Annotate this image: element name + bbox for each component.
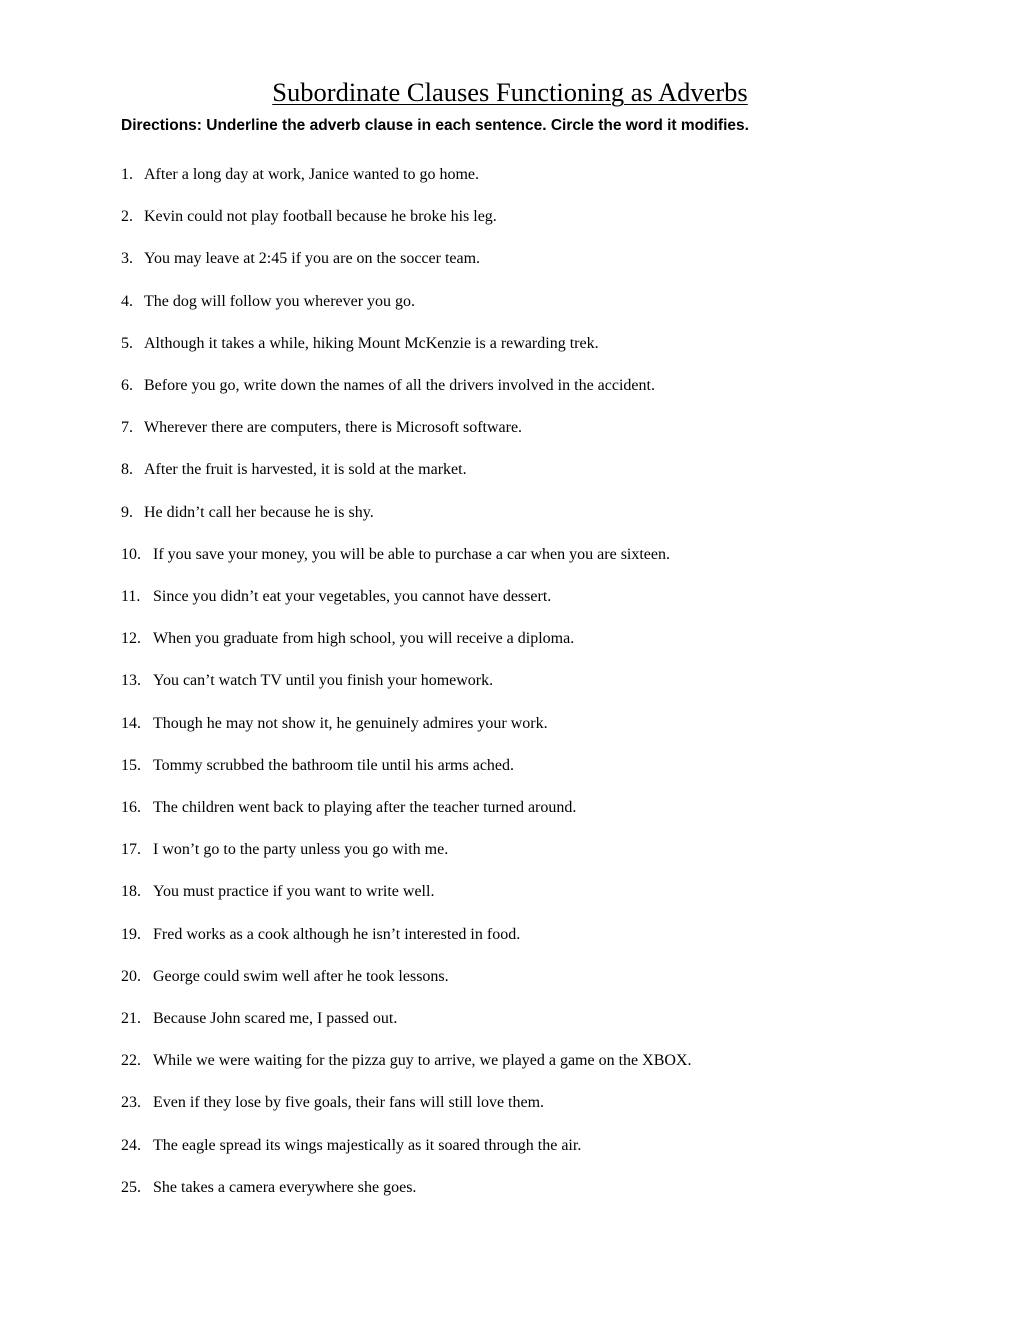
item-number: 4. xyxy=(121,292,133,310)
list-item xyxy=(121,460,1001,480)
list-item xyxy=(121,882,1001,902)
sentence-text: If you save your money, you will be able to purchase a car when you are sixteen. xyxy=(153,545,671,563)
list-item xyxy=(121,334,1001,354)
sentence-text: The children went back to playing after the teacher turned around. xyxy=(153,799,577,816)
list-item xyxy=(121,840,1001,860)
list-item xyxy=(121,249,1001,269)
item-number: 6. xyxy=(121,377,133,394)
item-number: 23. xyxy=(121,1094,141,1112)
item-number: 1. xyxy=(121,166,133,183)
sentence-text: Fred works as a cook although he isn’t interested in food. xyxy=(153,925,521,943)
item-number: 15. xyxy=(121,756,141,774)
item-number: 18. xyxy=(121,883,141,901)
sentence-text: After a long day at work, Janice wanted to go home. xyxy=(144,166,480,183)
sentence-text: While we were waiting for the pizza guy to arrive, we played a game on the XBOX. xyxy=(153,1052,692,1070)
item-number: 5. xyxy=(121,334,133,352)
list-item xyxy=(121,671,1001,691)
sentence-text: The eagle spread its wings majestically as it soared through the air. xyxy=(153,1136,582,1154)
list-item xyxy=(121,967,1001,987)
item-number: 21. xyxy=(121,1010,141,1027)
sentence-text: You may leave at 2:45 if you are on the soccer team. xyxy=(144,250,481,268)
list-item xyxy=(121,165,1001,185)
sentence-text: Kevin could not play football because he broke his leg. xyxy=(144,208,497,226)
item-number: 2. xyxy=(121,208,133,226)
item-number: 12. xyxy=(121,630,141,648)
sentence-text: I won’t go to the party unless you go with me. xyxy=(153,841,449,859)
list-item xyxy=(121,1178,1001,1198)
sentence-text: You must practice if you want to write well. xyxy=(153,883,435,901)
list-item xyxy=(121,1093,1001,1113)
list-item xyxy=(121,292,1001,312)
sentence-text: Since you didn’t eat your vegetables, you cannot have dessert. xyxy=(153,588,552,605)
list-item xyxy=(121,629,1001,649)
list-item xyxy=(121,503,1001,523)
sentence-text: Though he may not show it, he genuinely admires your work. xyxy=(153,714,548,732)
item-number: 19. xyxy=(121,925,141,943)
sentence-text: He didn’t call her because he is shy. xyxy=(144,503,374,521)
list-item xyxy=(121,798,1001,818)
list-item xyxy=(121,1051,1001,1071)
sentence-text: Although it takes a while, hiking Mount McKenzie is a rewarding trek. xyxy=(144,334,599,352)
list-item xyxy=(121,418,1001,438)
item-number: 17. xyxy=(121,841,141,859)
sentence-text: You can’t watch TV until you finish your homework. xyxy=(153,672,494,690)
sentence-text: Wherever there are computers, there is Microsoft software. xyxy=(144,419,523,437)
list-item xyxy=(121,587,1001,607)
sentence-text: When you graduate from high school, you will receive a diploma. xyxy=(153,630,575,648)
item-number: 7. xyxy=(121,419,133,437)
item-number: 13. xyxy=(121,672,141,690)
page-title: Subordinate Clauses Functioning as Adverbs xyxy=(272,77,748,107)
list-item xyxy=(121,756,1001,776)
list-item xyxy=(121,925,1001,945)
list-item xyxy=(121,545,1001,565)
list-item xyxy=(121,714,1001,734)
item-number: 9. xyxy=(121,503,133,521)
sentence-text: After the fruit is harvested, it is sold at the market. xyxy=(144,461,467,479)
item-number: 3. xyxy=(121,250,133,268)
sentence-text: George could swim well after he took lessons. xyxy=(153,967,449,985)
sentence-text: Before you go, write down the names of all the drivers involved in the accident. xyxy=(144,377,655,394)
sentence-text: Tommy scrubbed the bathroom tile until his arms ached. xyxy=(153,756,515,774)
list-item xyxy=(121,376,1001,396)
directions-text: Directions: Underline the adverb clause in each sentence. Circle the word it modifies. xyxy=(121,117,749,134)
item-number: 24. xyxy=(121,1136,141,1154)
item-number: 16. xyxy=(121,799,141,816)
item-number: 22. xyxy=(121,1052,141,1070)
sentence-text: Even if they lose by five goals, their fans will still love them. xyxy=(153,1094,545,1112)
sentence-text: Because John scared me, I passed out. xyxy=(153,1010,398,1027)
list-item xyxy=(121,1009,1001,1029)
item-number: 11. xyxy=(121,588,141,605)
item-number: 25. xyxy=(121,1178,141,1196)
list-item xyxy=(121,207,1001,227)
item-number: 10. xyxy=(121,545,141,563)
list-item xyxy=(121,1136,1001,1156)
item-number: 8. xyxy=(121,461,133,479)
item-number: 20. xyxy=(121,967,141,985)
item-number: 14. xyxy=(121,714,141,732)
sentence-text: The dog will follow you wherever you go. xyxy=(144,292,416,310)
sentence-text: She takes a camera everywhere she goes. xyxy=(153,1178,417,1196)
